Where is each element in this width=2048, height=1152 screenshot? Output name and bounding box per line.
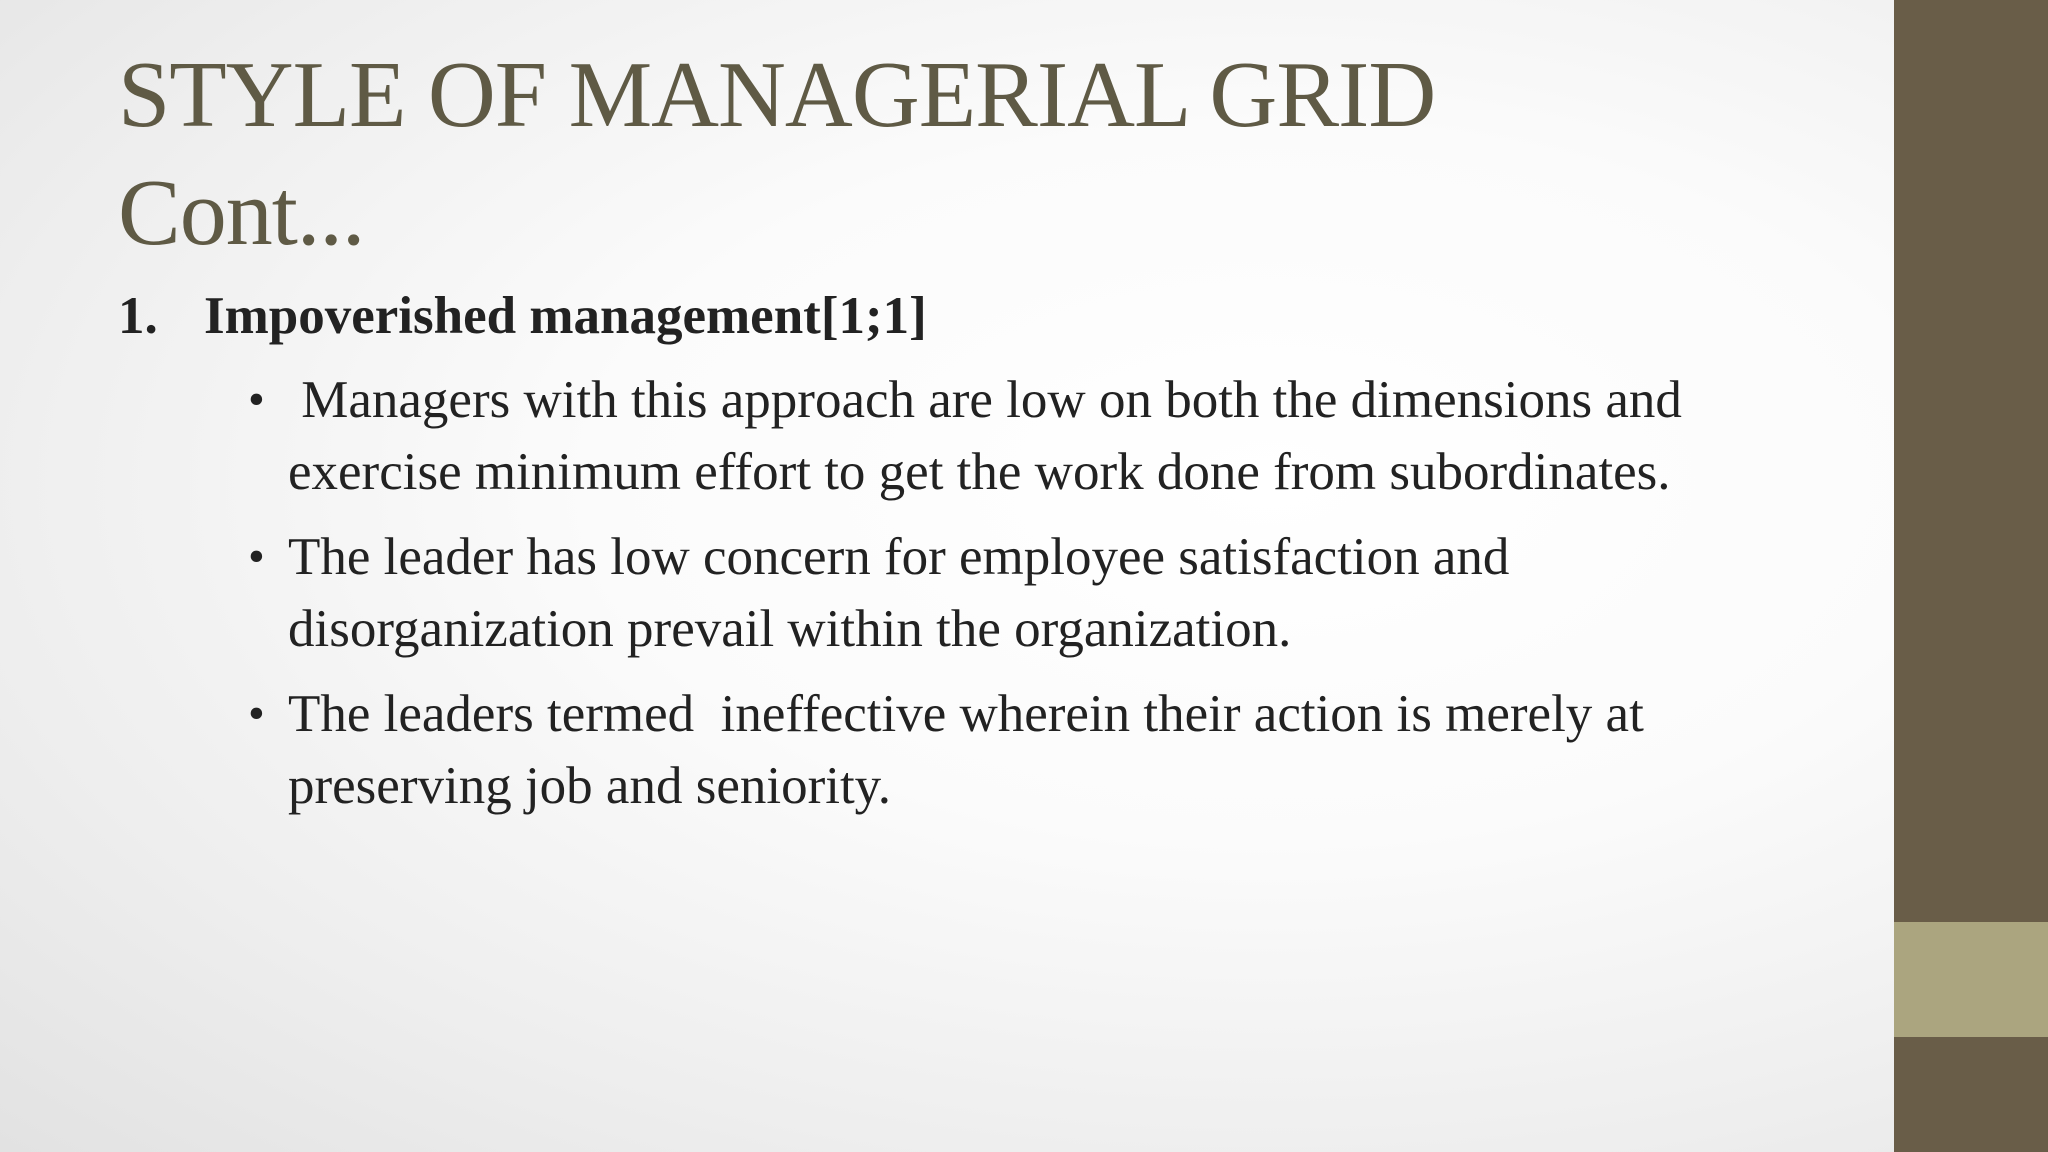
bullet-text-1: Managers with this approach are low on both the dimensions and exercise minimum effort to get the work done from subordinates. [288, 371, 1696, 501]
slide-title-line-1: STYLE OF MANAGERIAL GRID [118, 43, 1436, 147]
bullet-dot-icon: • [248, 530, 265, 583]
slide-title-line-2: Cont... [118, 161, 365, 265]
bullet-dot-icon: • [248, 373, 265, 426]
bullet-item-2 [118, 521, 1818, 665]
slide-title [118, 36, 1818, 272]
section-heading-impoverished-management [118, 280, 1818, 352]
section-number: 1. [118, 287, 158, 345]
bullet-dot-icon: • [248, 687, 265, 740]
decorative-side-accent [1894, 922, 2048, 1037]
bullet-list [118, 364, 1818, 822]
bullet-text-3: The leaders termed ineffective wherein their action is merely at preserving job and seniority. [288, 685, 1658, 815]
section-heading-text: Impoverished management[1;1] [204, 287, 927, 345]
bullet-item-1 [118, 364, 1818, 508]
slide-content [118, 280, 1818, 835]
bullet-item-3 [118, 678, 1818, 822]
bullet-text-2: The leader has low concern for employee satisfaction and disorganization prevail within the organization. [288, 528, 1510, 658]
decorative-side-band [1894, 0, 2048, 1152]
